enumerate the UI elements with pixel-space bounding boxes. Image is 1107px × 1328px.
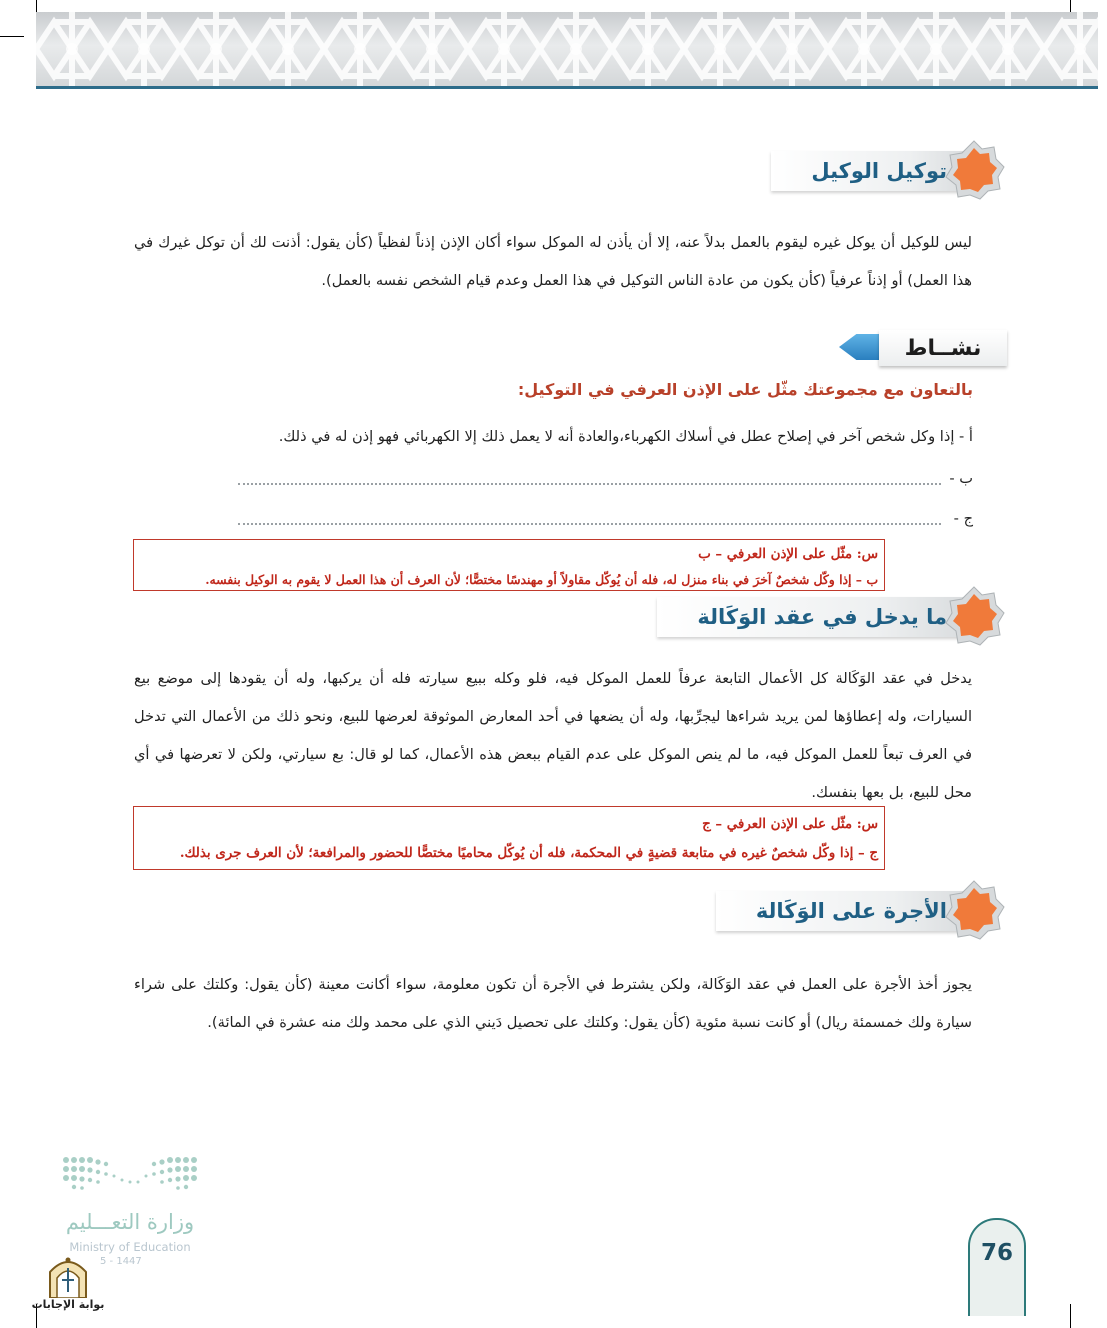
section-title-plate [657, 597, 969, 637]
octagon-badge-icon [943, 880, 1005, 942]
answer-blank-line[interactable] [238, 483, 941, 485]
ministry-dots-icon [60, 1152, 200, 1202]
answer-box-b [133, 539, 885, 591]
answer-text: ج – إذا وكّل شخصٌ غيره في متابعة قضيةٍ في المحكمة، فله أن يُوكّل محاميًا مختصًّا للحضور والمرافعة؛ لأن العرف جرى بذلك. [179, 845, 878, 861]
section-heading-agent-delegation [771, 140, 1005, 202]
portal-logo [28, 1254, 108, 1318]
page-number-tab [968, 1218, 1026, 1316]
page-number: 76 [980, 1240, 1013, 1266]
crop-mark [1070, 1304, 1071, 1328]
crop-mark [0, 36, 24, 37]
activity-item-a: أ - إذا وكل شخص آخر في إصلاح عطل في أسلاك الكهرباء،والعادة أنه لا يعمل ذلك إلا الكهربائي فهو إذن له في ذلك. [278, 428, 973, 445]
octagon-badge-icon [943, 140, 1005, 202]
octagon-badge-icon [943, 586, 1005, 648]
section-title: الأجرة على الوَكَالة [755, 899, 947, 923]
answer-blank-line[interactable] [238, 523, 941, 525]
answer-box-c [133, 806, 885, 870]
header-pattern [36, 12, 1098, 86]
item-label: ج - [953, 510, 973, 527]
ministry-year: 5 - 1447 [100, 1256, 142, 1267]
activity-title: نشــاط [904, 335, 982, 361]
mosque-gate-icon [28, 1254, 108, 1298]
portal-name: بوابة الإجابات [31, 1298, 105, 1311]
ministry-name-ar: وزارة التعـــليم [65, 1210, 195, 1234]
activity-heading [839, 330, 1007, 368]
paragraph-agency-scope: يدخل في عقد الوَكَالة كل الأعمال التابعة عرفاً للعمل الموكل فيه، فلو وكله ببيع سيارته فله أن يركبها، وله أن يقودها إلى موضع بيع السيارات، وله إعطاؤها لمن يريد شراءها ليجرِّبها، وله أن يضعها في أحد المعارض الموثوقة لعرضها للبيع، ونحو ذلك من الأعمال التي تدخل في العرف تبعاً للعمل الموكل فيه، ما لم ينص الموكل على عدم القيام ببعض هذه الأعمال، كما لو قال: بع سيارتي، ولكن لا تعرضها في أي محل للبيع، بل بعها بنفسك. [134, 670, 972, 801]
activity-instruction: بالتعاون مع مجموعتك مثّل على الإذن العرفي في التوكيل: [517, 380, 973, 399]
section-heading-agency-fee [716, 880, 1005, 942]
section-title: توكيل الوكيل [811, 159, 947, 183]
item-label: ب - [949, 470, 973, 487]
answer-question: س: مثّل على الإذن العرفي – ج [702, 816, 878, 832]
section-heading-agency-scope [657, 586, 1005, 648]
paragraph-agent-delegation: ليس للوكيل أن يوكل غيره ليقوم بالعمل بدلاً عنه، إلا أن يأذن له الموكل سواء أكان الإذن إذناً لفظياً (كأن يقول: أذنت لك أن توكل غيرك في هذا العمل) أو إذناً عرفياً (كأن يكون من عادة الناس التوكيل في هذا العمل وعدم قيام الشخص نفسه بالعمل). [134, 234, 972, 289]
paragraph-agency-fee: يجوز أخذ الأجرة على العمل في عقد الوَكَالة، ولكن يشترط في الأجرة أن تكون معلومة، سواء أكانت معينة (كأن يقول: وكلتك على شراء سيارة ولك خمسمئة ريال) أو كانت نسبة مئوية (كأن يقول: وكلتك على تحصيل دَيني الذي على محمد ولك منه عشرة في المائة). [134, 976, 972, 1031]
answer-question: س: مثّل على الإذن العرفي – ب [698, 546, 878, 562]
activity-item-b [238, 470, 973, 490]
ministry-name-en: Ministry of Education [69, 1240, 191, 1254]
section-title: ما يدخل في عقد الوَكَالة [697, 605, 947, 629]
section-title-plate [716, 891, 969, 931]
activity-tab [879, 330, 1007, 366]
activity-item-c [238, 510, 973, 530]
header-rule [36, 86, 1098, 89]
section-title-plate [771, 151, 969, 191]
answer-text: ب – إذا وكّل شخصٌ آخرَ في بناء منزل له، فله أن يُوكّل مقاولاً أو مهندسًا مختصًّا؛ لأن العرف أن هذا العمل لا يقوم به الوكيل بنفسه. [205, 572, 878, 587]
